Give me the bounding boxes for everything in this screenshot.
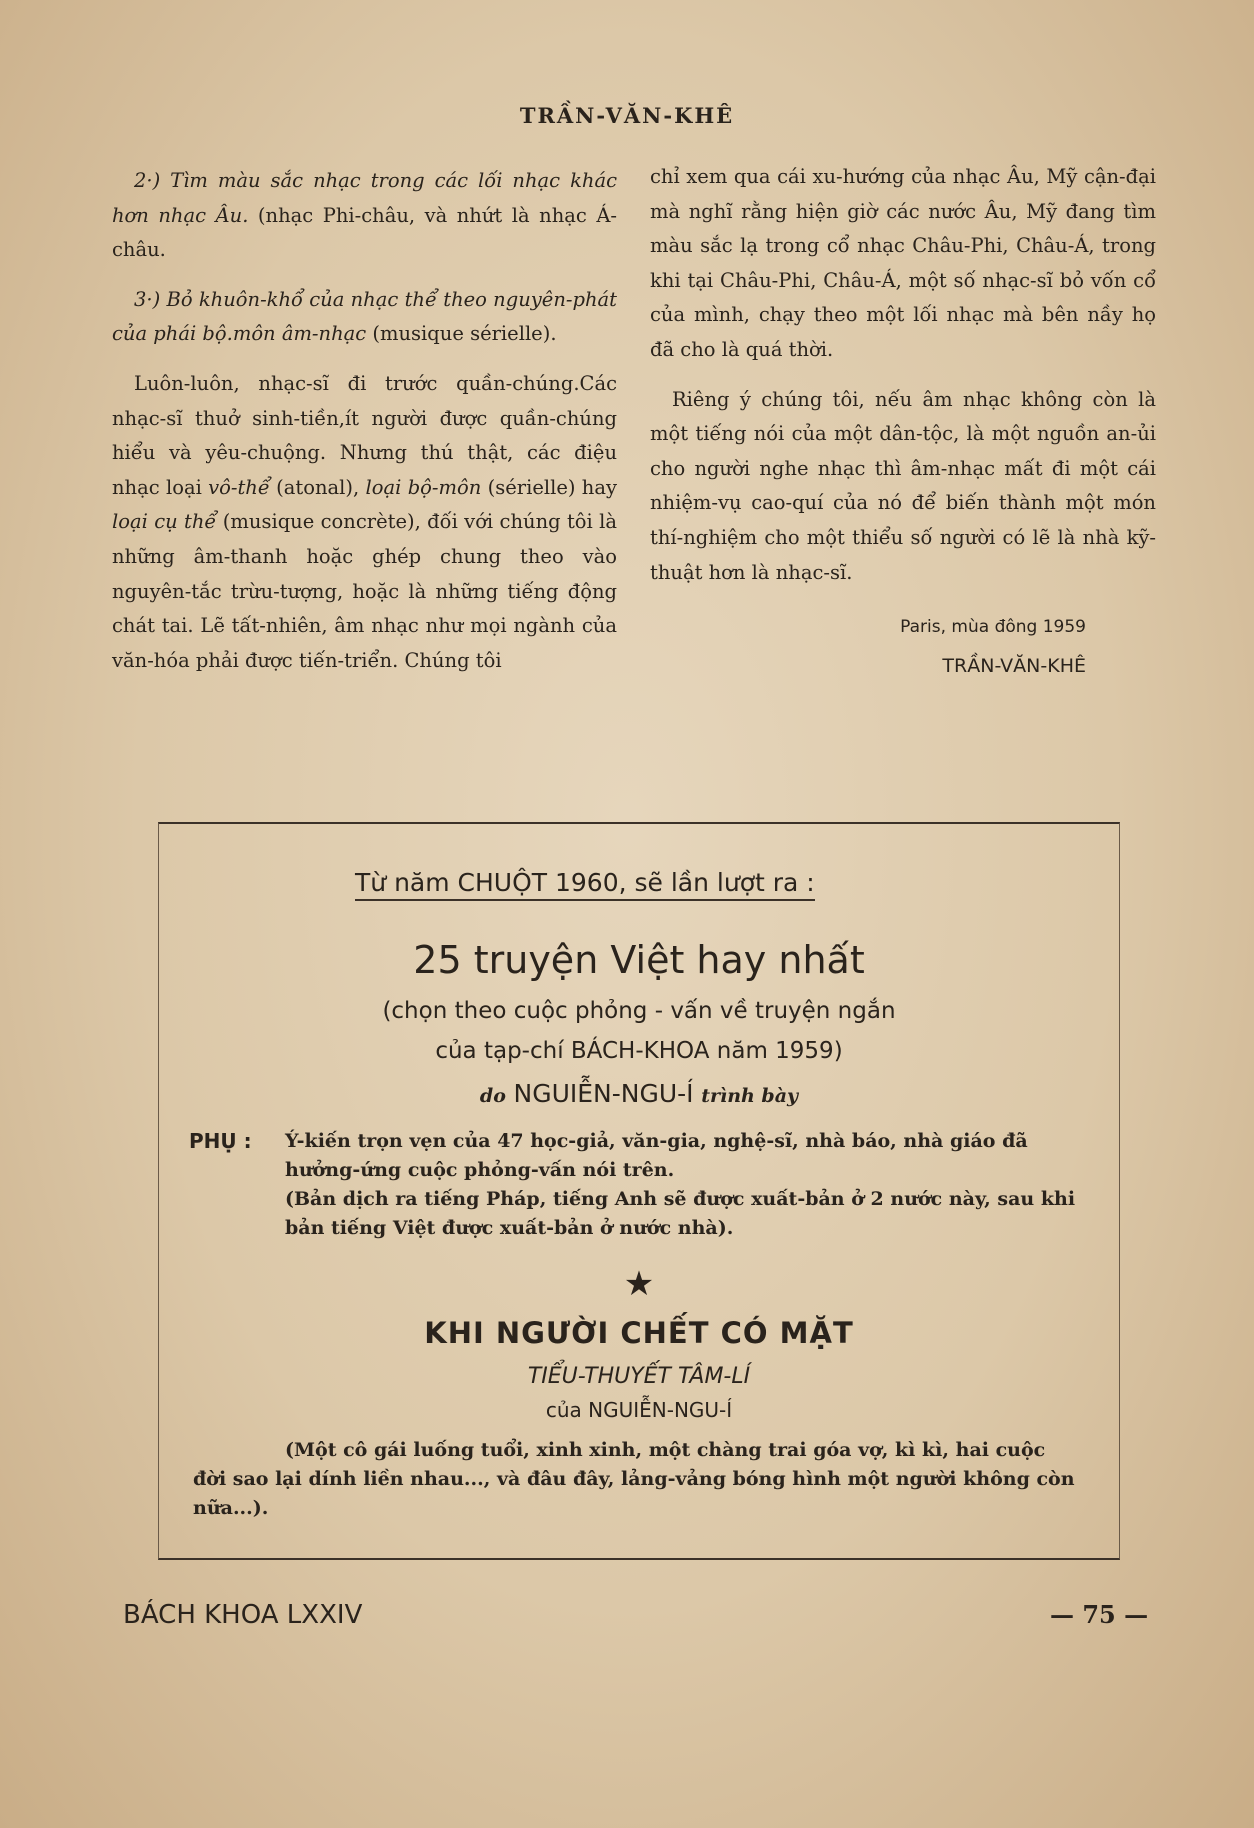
credit-name: NGUIỄN-NGU-Í — [513, 1079, 694, 1108]
novel-title: KHI NGƯỜI CHẾT CÓ MẶT — [424, 1316, 854, 1350]
signature-name: TRẦN-VĂN-KHÊ — [942, 654, 1086, 677]
credit-tail: trình bày — [701, 1085, 799, 1107]
list-item-3 — [112, 283, 617, 352]
serial-gloss: (sérielle) hay — [481, 475, 618, 499]
item3-italic: 3·) Bỏ khuôn-khổ của nhạc thể theo nguyên-phát của phái bộ.môn âm-nhạc — [112, 287, 617, 346]
supplement-line-1: Ý-kiến trọn vẹn của 47 học-giả, văn-gia, nghệ-sĩ, nhà báo, nhà giáo đã hưởng-ứng cuộc phỏng-vấn nói trên. — [285, 1130, 1028, 1181]
list-item-2 — [112, 164, 617, 268]
left-column — [112, 164, 617, 678]
paragraph-continued: chỉ xem qua cái xu-hướng của nhạc Âu, Mỹ cận-đại mà nghĩ rằng hiện giờ các nước Âu, Mỹ đang tìm màu sắc lạ trong cổ nhạc Châu-Phi, Châu-Á, trong khi tại Châu-Phi, Châu-Á, một số nhạc-sĩ bỏ vốn cổ của mình, chạy theo một lối nhạc mà bên nầy họ đã cho là quá thời. — [650, 165, 1156, 361]
novel-genre: TIỂU-THUYẾT TÂM-LÍ — [527, 1364, 751, 1389]
paragraph-music-forms — [112, 367, 617, 678]
concrete-term: loại cụ thể — [112, 510, 217, 534]
running-head: TRẦN-VĂN-KHÊ — [519, 103, 735, 128]
novel-description: (Một cô gái luống tuổi, xinh xinh, một chàng trai góa vợ, kì kì, hai cuộc đời sao lại dính liền nhau..., và đâu đây, lảng-vảng bóng hình một người không còn nữa...). — [193, 1439, 1075, 1519]
star-icon: ★ — [623, 1264, 655, 1304]
credit-lead: do — [479, 1085, 506, 1107]
book-credit — [159, 1079, 1119, 1108]
item2-plain: (nhạc Phi-châu, và nhứt là nhạc Á-châu. — [112, 203, 618, 262]
supplement-text — [285, 1127, 1085, 1243]
book-title: 25 truyện Việt hay nhất — [413, 938, 865, 982]
supplement-line-2: (Bản dịch ra tiếng Pháp, tiếng Anh sẽ được xuất-bản ở 2 nước này, sau khi bản tiếng Việt được xuất-bản ở nước nhà). — [285, 1188, 1076, 1239]
book-subtitle-1: (chọn theo cuộc phỏng - vấn về truyện ngắn — [382, 998, 896, 1024]
item3-plain: (musique sérielle). — [366, 322, 557, 346]
para-a: Luôn-luôn, nhạc-sĩ đi trước quần-chúng.Các nhạc-sĩ thuở sinh-tiền,ít người được quần-chúng hiểu và yêu-chuộng. Nhưng thú thật, các điệu nhạc loại — [112, 371, 617, 499]
serial-term: loại bộ-môn — [365, 475, 482, 499]
footer-magazine-name: BÁCH KHOA LXXIV — [123, 1600, 363, 1630]
novel-author: của NGUIỄN-NGU-Í — [545, 1398, 733, 1422]
page-number: — 75 — — [1050, 1600, 1149, 1629]
advertisement-box — [158, 822, 1120, 1560]
para-b: (musique concrète), đối với chúng tôi là những âm-thanh hoặc ghép chung theo vào nguyên-tắc trừu-tượng, hoặc là những tiếng động chát tai. Lẽ tất-nhiên, âm nhạc như mọi ngành của văn-hóa phải được tiến-triển. Chúng tôi — [112, 510, 617, 672]
atonal-gloss: (atonal), — [269, 475, 366, 499]
atonal-term: vô-thể — [208, 475, 270, 499]
signature-date: Paris, mùa đông 1959 — [900, 617, 1086, 638]
book-subtitle-2: của tạp-chí BÁCH-KHOA năm 1959) — [435, 1038, 843, 1064]
supplement-label: PHỤ : — [189, 1129, 252, 1153]
right-column — [650, 160, 1156, 683]
paragraph-opinion: Riêng ý chúng tôi, nếu âm nhạc không còn là một tiếng nói của một dân-tộc, là một nguồn an-ủi cho người nghe nhạc thì âm-nhạc mất đi một cái nhiệm-vụ cao-quí của nó để biến thành một món thí-nghiệm cho một thiểu số người có lẽ là nhà kỹ-thuật hơn là nhạc-sĩ. — [650, 387, 1156, 584]
item2-italic: 2·) Tìm màu sắc nhạc trong các lối nhạc khác hơn nhạc Âu. — [112, 169, 617, 227]
ad-intro: Từ năm CHUỘT 1960, sẽ lần lượt ra : — [355, 868, 815, 901]
